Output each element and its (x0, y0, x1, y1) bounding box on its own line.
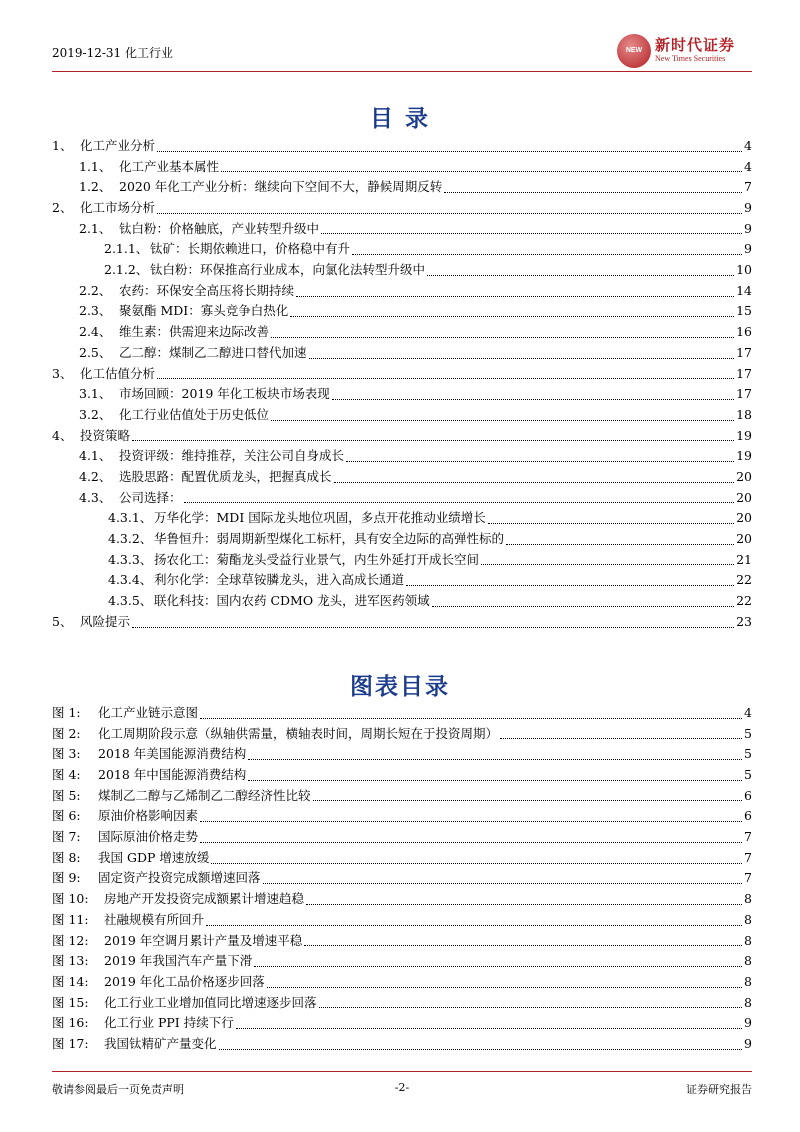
toc-entry-text: 市场回顾：2019 年化工板块市场表现 (119, 386, 330, 402)
figure-entry[interactable] (52, 993, 752, 1014)
toc-entry[interactable] (52, 570, 752, 591)
toc-entry[interactable] (52, 322, 752, 343)
toc-entry-page: 9 (744, 241, 752, 257)
figure-list (52, 703, 752, 1055)
figure-entry-page: 7 (744, 849, 752, 865)
figure-entry-text: 社融规模有所回升 (104, 911, 205, 927)
dot-leader (444, 191, 742, 193)
figure-entry-number: 图 10: (52, 891, 89, 907)
figure-entry-text: 原油价格影响因素 (98, 808, 199, 824)
dot-leader (271, 419, 734, 421)
figure-entry-number: 图 13: (52, 953, 89, 969)
figures-title: 图表目录 (350, 673, 450, 700)
toc-entry-number: 2.3、 (79, 303, 112, 319)
dot-leader (321, 232, 742, 234)
figure-entry[interactable] (52, 786, 752, 807)
dot-leader (346, 460, 734, 462)
figure-entry-page: 8 (744, 891, 752, 907)
figure-entry-number: 图 11: (52, 911, 89, 927)
figure-entry[interactable] (52, 827, 752, 848)
dot-leader (200, 820, 742, 822)
dot-leader (254, 965, 742, 967)
footer-disclaimer: 敬请参阅最后一页免责声明 (52, 1083, 184, 1096)
toc-entry-number: 3、 (52, 365, 73, 381)
figure-entry-text: 2019 年我国汽车产量下滑 (104, 953, 253, 969)
toc-entry-number: 2.1.1、 (104, 241, 149, 257)
dot-leader (221, 170, 742, 172)
toc-entry-page: 14 (736, 282, 752, 298)
toc-entry-text: 聚氨酯 MDI：寡头竞争白热化 (119, 303, 289, 319)
toc-entry-text: 钛白粉：环保推高行业成本，向氯化法转型升级中 (150, 262, 426, 278)
dot-leader (200, 717, 742, 719)
figure-entry-text: 我国 GDP 增速放缓 (98, 849, 210, 865)
toc-entry-number: 2、 (52, 200, 73, 216)
toc-entry-text: 风险提示 (80, 613, 131, 629)
toc-entry[interactable] (52, 281, 752, 302)
figure-entry-page: 8 (744, 953, 752, 969)
toc-entry-text: 投资评级：维持推荐，关注公司自身成长 (119, 448, 345, 464)
toc-entry-number: 4.2、 (79, 468, 112, 484)
logo-mark-icon: NEW TIMES (617, 34, 651, 68)
toc-entry[interactable] (52, 239, 752, 260)
toc-entry-page: 7 (744, 179, 752, 195)
figure-entry-number: 图 9: (52, 870, 81, 886)
dot-leader (488, 522, 734, 524)
toc-entry-page: 19 (736, 448, 752, 464)
dot-leader (332, 398, 734, 400)
dot-leader (352, 253, 742, 255)
toc-entry[interactable] (52, 529, 752, 550)
dot-leader (200, 841, 742, 843)
toc-entry[interactable] (52, 446, 752, 467)
dot-leader (157, 377, 734, 379)
dot-leader (481, 563, 734, 565)
toc-entry-page: 17 (736, 386, 752, 402)
toc-entry-number: 2.1、 (79, 220, 112, 236)
logo-name: 新时代证券 (655, 36, 736, 54)
figure-entry-number: 图 7: (52, 829, 81, 845)
figure-entry-number: 图 14: (52, 973, 89, 989)
figure-entry-text: 固定资产投资完成额增速回落 (98, 870, 261, 886)
figure-entry-number: 图 5: (52, 787, 81, 803)
figure-entry[interactable] (52, 931, 752, 952)
figure-entry-number: 图 16: (52, 1015, 89, 1031)
toc-list (52, 136, 752, 633)
figure-entry-number: 图 6: (52, 808, 81, 824)
toc-entry-page: 21 (736, 551, 752, 567)
toc-entry-page: 10 (736, 262, 752, 278)
toc-entry-number: 2.2、 (79, 282, 112, 298)
toc-entry-text: 农药：环保安全高压将长期持续 (119, 282, 295, 298)
toc-entry-number: 2.1.2、 (104, 262, 149, 278)
toc-entry-number: 2.4、 (79, 324, 112, 340)
dot-leader (219, 1048, 743, 1050)
dot-leader (271, 336, 734, 338)
company-logo (617, 30, 752, 88)
toc-entry-text: 钛白粉：价格触底，产业转型升级中 (119, 220, 320, 236)
toc-entry-number: 1、 (52, 137, 73, 153)
dot-leader (206, 924, 742, 926)
toc-entry[interactable] (52, 198, 752, 219)
toc-entry-number: 4.3.1、 (108, 510, 153, 526)
figure-entry-number: 图 12: (52, 932, 89, 948)
figure-entry[interactable] (52, 724, 752, 745)
toc-entry[interactable] (52, 343, 752, 364)
figure-entry-text: 化工周期阶段示意（纵轴供需量，横轴表时间，周期长短在于投资周期） (98, 725, 499, 741)
toc-entry-number: 4.3.3、 (108, 551, 153, 567)
toc-entry[interactable] (52, 550, 752, 571)
dot-leader (290, 315, 734, 317)
dot-leader (334, 481, 735, 483)
toc-entry[interactable] (52, 467, 752, 488)
dot-leader (313, 799, 743, 801)
figure-entry[interactable] (52, 765, 752, 786)
toc-entry-page: 4 (744, 158, 752, 174)
figure-entry-number: 图 17: (52, 1035, 89, 1051)
footer-report-type: 证券研究报告 (686, 1083, 752, 1096)
figure-entry-text: 2018 年中国能源消费结构 (98, 767, 247, 783)
toc-entry-text: 利尔化学：全球草铵膦龙头，进入高成长通道 (154, 572, 405, 588)
figure-entry-text: 化工行业工业增加值同比增速逐步回落 (104, 994, 317, 1010)
figure-entry-page: 5 (744, 767, 752, 783)
toc-entry-number: 3.1、 (79, 386, 112, 402)
figure-entry-page: 8 (744, 973, 752, 989)
toc-entry[interactable] (52, 364, 752, 385)
figure-entry-page: 6 (744, 787, 752, 803)
toc-entry-number: 1.1、 (79, 158, 112, 174)
figure-entry-page: 9 (744, 1035, 752, 1051)
toc-entry[interactable] (52, 157, 752, 178)
toc-entry[interactable] (52, 384, 752, 405)
figure-entry-text: 化工产业链示意图 (98, 704, 199, 720)
toc-title: 目 录 (369, 105, 430, 132)
toc-entry[interactable] (52, 591, 752, 612)
figure-entry[interactable] (52, 848, 752, 869)
figure-entry-page: 6 (744, 808, 752, 824)
dot-leader (157, 212, 742, 214)
figure-entry[interactable] (52, 972, 752, 993)
dot-leader (248, 779, 742, 781)
toc-entry-page: 20 (736, 489, 752, 505)
figure-entry[interactable] (52, 806, 752, 827)
toc-entry[interactable] (52, 302, 752, 323)
dot-leader (263, 882, 743, 884)
toc-entry-text: 化工产业基本属性 (119, 158, 220, 174)
toc-entry-page: 22 (736, 572, 752, 588)
toc-entry-page: 22 (736, 593, 752, 609)
toc-entry-page: 20 (736, 468, 752, 484)
figure-entry-text: 我国钛精矿产量变化 (104, 1035, 217, 1051)
dot-leader (236, 1027, 742, 1029)
dot-leader (296, 295, 734, 297)
figure-entry-page: 8 (744, 994, 752, 1010)
dot-leader (309, 357, 735, 359)
toc-entry[interactable] (52, 260, 752, 281)
toc-entry-page: 19 (736, 427, 752, 443)
figure-entry-page: 4 (744, 704, 752, 720)
toc-entry-number: 4、 (52, 427, 73, 443)
figure-entry-number: 图 15: (52, 994, 89, 1010)
dot-leader (319, 1006, 743, 1008)
toc-entry-page: 9 (744, 200, 752, 216)
toc-entry[interactable] (52, 177, 752, 198)
toc-entry-number: 4.3.5、 (108, 593, 153, 609)
toc-entry-number: 4.1、 (79, 448, 112, 464)
figure-entry-number: 图 8: (52, 849, 81, 865)
toc-entry-page: 23 (736, 613, 752, 629)
figure-entry-number: 图 4: (52, 767, 81, 783)
dot-leader (132, 626, 734, 628)
dot-leader (267, 986, 742, 988)
toc-entry[interactable] (52, 488, 752, 509)
figure-entry-page: 8 (744, 911, 752, 927)
dot-leader (432, 605, 735, 607)
header-date-industry: 2019-12-31 化工行业 (52, 46, 174, 60)
dot-leader (500, 737, 742, 739)
toc-entry-text: 选股思路：配置优质龙头，把握真成长 (119, 468, 332, 484)
figure-entry[interactable] (52, 1034, 752, 1055)
toc-entry-number: 3.2、 (79, 406, 112, 422)
toc-entry-page: 20 (736, 531, 752, 547)
figure-entry-page: 9 (744, 1015, 752, 1031)
figure-entry-page: 8 (744, 932, 752, 948)
dot-leader (506, 543, 734, 545)
toc-entry-text: 化工行业估值处于历史低位 (119, 406, 270, 422)
figure-entry[interactable] (52, 910, 752, 931)
toc-entry-page: 16 (736, 324, 752, 340)
figure-entry-page: 5 (744, 725, 752, 741)
toc-entry-page: 15 (736, 303, 752, 319)
toc-entry-page: 17 (736, 344, 752, 360)
figure-entry-page: 7 (744, 829, 752, 845)
figure-entry-page: 5 (744, 746, 752, 762)
dot-leader (406, 584, 734, 586)
figure-entry-text: 国际原油价格走势 (98, 829, 199, 845)
dot-leader (306, 903, 742, 905)
figure-entry[interactable] (52, 703, 752, 724)
toc-entry-number: 1.2、 (79, 179, 112, 195)
toc-entry[interactable] (52, 612, 752, 633)
footer-divider (52, 1071, 752, 1072)
toc-entry-text: 化工市场分析 (80, 200, 156, 216)
figure-entry-number: 图 2: (52, 725, 81, 741)
figure-entry-text: 房地产开发投资完成额累计增速趋稳 (104, 891, 305, 907)
toc-entry-number: 4.3.2、 (108, 531, 153, 547)
toc-entry[interactable] (52, 405, 752, 426)
toc-entry[interactable] (52, 219, 752, 240)
figure-entry-page: 7 (744, 870, 752, 886)
toc-entry-number: 2.5、 (79, 344, 112, 360)
toc-entry[interactable] (52, 136, 752, 157)
toc-entry-number: 4.3、 (79, 489, 112, 505)
dot-leader (211, 862, 742, 864)
dot-leader (304, 944, 742, 946)
dot-leader (132, 439, 734, 441)
logo-english: New Times Securities (655, 54, 726, 63)
toc-entry-text: 乙二醇：煤制乙二醇进口替代加速 (119, 344, 307, 360)
dot-leader (184, 501, 735, 503)
toc-entry[interactable] (52, 508, 752, 529)
page-number: -2- (394, 1081, 410, 1094)
dot-leader (427, 274, 734, 276)
page-header (52, 30, 752, 88)
toc-entry-text: 2020 年化工产业分析：继续向下空间不大，静候周期反转 (119, 179, 443, 195)
figure-entry-text: 煤制乙二醇与乙烯制乙二醇经济性比较 (98, 787, 311, 803)
figure-entry[interactable] (52, 951, 752, 972)
header-divider (52, 71, 752, 72)
toc-entry-text: 扬农化工：菊酯龙头受益行业景气，内生外延打开成长空间 (154, 551, 480, 567)
toc-entry-page: 4 (744, 137, 752, 153)
figure-entry[interactable] (52, 869, 752, 890)
toc-entry-page: 20 (736, 510, 752, 526)
toc-entry-text: 化工估值分析 (80, 365, 156, 381)
figure-entry[interactable] (52, 744, 752, 765)
toc-entry-text: 投资策略 (80, 427, 131, 443)
toc-entry-page: 18 (736, 406, 752, 422)
toc-entry-text: 联化科技：国内农药 CDMO 龙头，进军医药领域 (154, 593, 430, 609)
toc-entry[interactable] (52, 426, 752, 447)
toc-entry-number: 4.3.4、 (108, 572, 153, 588)
toc-entry-number: 5、 (52, 613, 73, 629)
toc-entry-text: 化工产业分析 (80, 137, 156, 153)
dot-leader (248, 758, 742, 760)
figure-entry[interactable] (52, 889, 752, 910)
figure-entry-number: 图 1: (52, 704, 81, 720)
figure-entry-text: 2019 年空调月累计产量及增速平稳 (104, 932, 303, 948)
figure-entry[interactable] (52, 1013, 752, 1034)
figure-entry-text: 2019 年化工品价格逐步回落 (104, 973, 265, 989)
dot-leader (157, 150, 742, 152)
toc-entry-text: 华鲁恒升：弱周期新型煤化工标杆，具有安全边际的高弹性标的 (154, 531, 505, 547)
toc-entry-text: 公司选择： (119, 489, 182, 505)
toc-entry-text: 万华化学：MDI 国际龙头地位巩固，多点开花推动业绩增长 (154, 510, 486, 526)
toc-entry-page: 17 (736, 365, 752, 381)
figure-entry-text: 2018 年美国能源消费结构 (98, 746, 247, 762)
toc-entry-page: 9 (744, 220, 752, 236)
figure-entry-number: 图 3: (52, 746, 81, 762)
toc-entry-text: 钛矿：长期依赖进口，价格稳中有升 (150, 241, 351, 257)
toc-entry-text: 维生素：供需迎来边际改善 (119, 324, 270, 340)
figure-entry-text: 化工行业 PPI 持续下行 (104, 1015, 234, 1031)
